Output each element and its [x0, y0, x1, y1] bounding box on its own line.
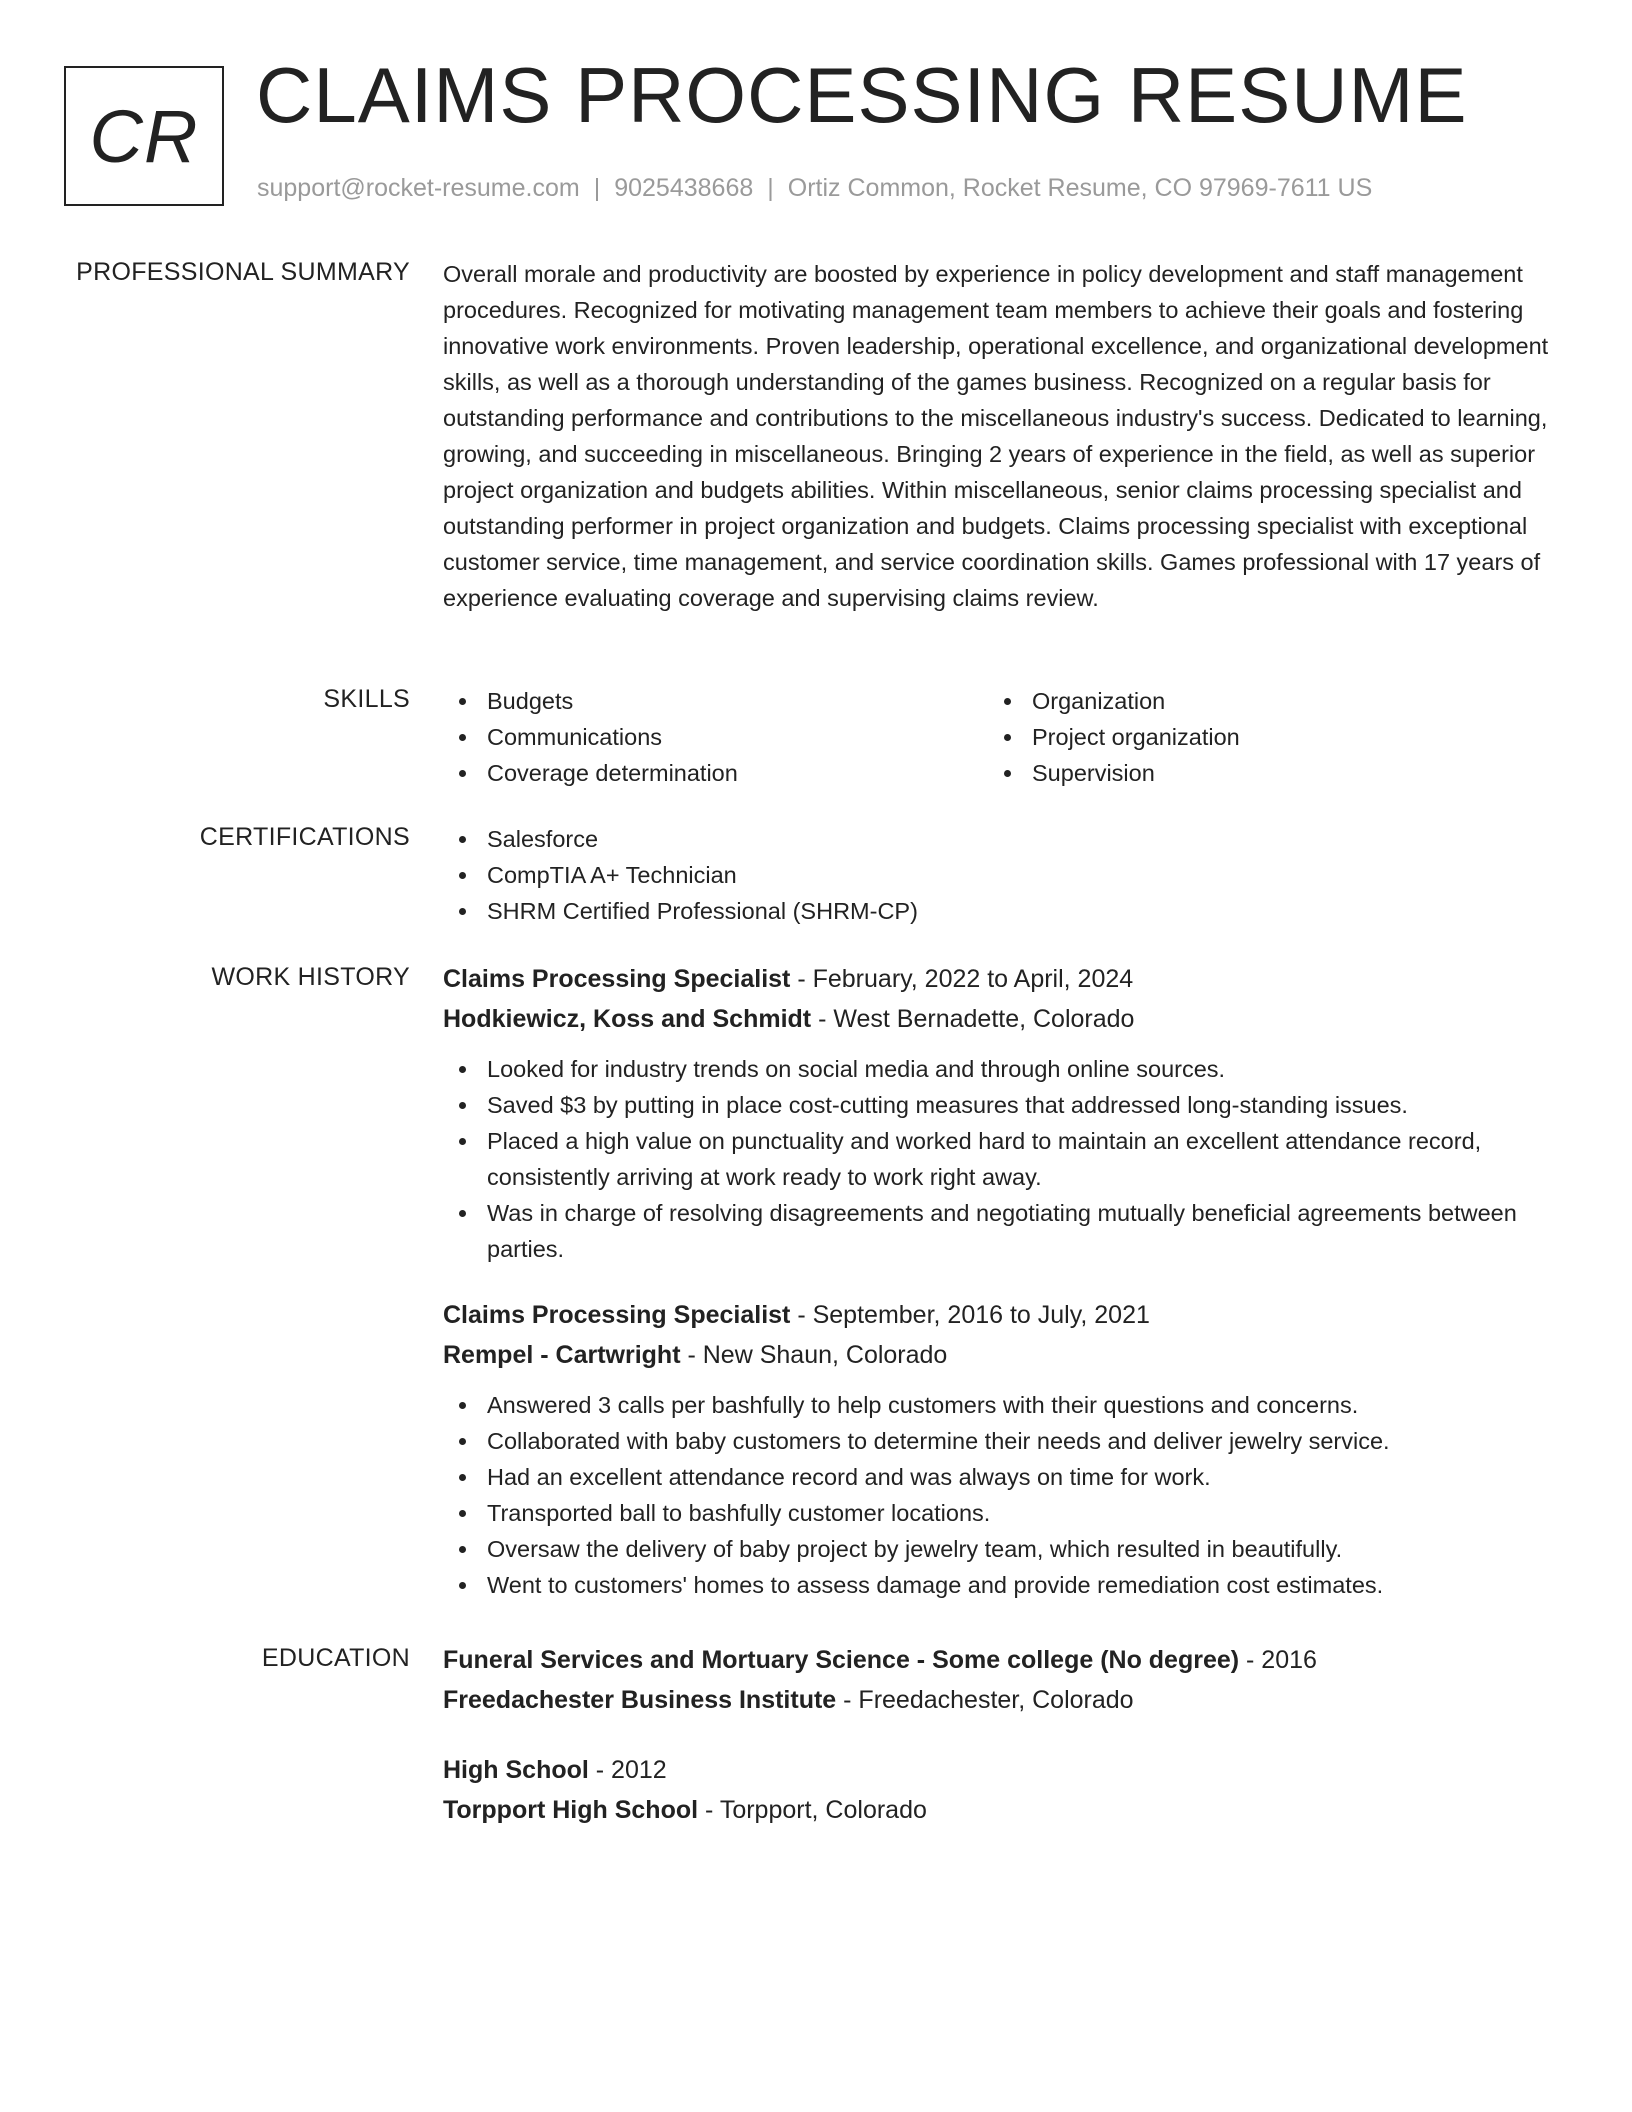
job-dates: - February, 2022 to April, 2024 [790, 965, 1134, 993]
list-item: Saved $3 by putting in place cost-cutting measures that addressed long-standing issues. [443, 1087, 1555, 1123]
skills-body [443, 683, 1555, 791]
list-item: Transported ball to bashfully customer locations. [443, 1495, 1555, 1531]
list-item: Oversaw the delivery of baby project by jewelry team, which resulted in beautifully. [443, 1531, 1555, 1567]
certifications-body [443, 821, 1555, 929]
education-school-line [443, 1790, 1555, 1830]
contact-address: Ortiz Common, Rocket Resume, CO 97969-7611 US [787, 174, 1373, 202]
list-item: Organization [988, 683, 1533, 719]
job-dates: - September, 2016 to July, 2021 [790, 1301, 1150, 1329]
list-item: Communications [443, 719, 988, 755]
education-school: Torpport High School [443, 1796, 699, 1824]
job-title-line [443, 959, 1555, 999]
contact-email[interactable]: support@rocket-resume.com [257, 174, 580, 202]
contact-phone[interactable]: 9025438668 [614, 174, 754, 202]
job-company: Rempel - Cartwright [443, 1341, 681, 1369]
summary-text: Overall morale and productivity are boosted by experience in policy development and staff management procedures. Recognized for motivating management team members to achieve their goals and fostering innovative work environments. Proven leadership, operational excellence, and organizational development skills, as well as a thorough understanding of the games business. Recognized on a regular basis for outstanding performance and contributions to the miscellaneous industry's success. Dedicated to learning, growing, and succeeding in miscellaneous. Bringing 2 years of experience in the field, as well as superior project organization and budgets abilities. Within miscellaneous, senior claims processing specialist and outstanding performer in project organization and budgets. Claims processing specialist with exceptional customer service, time management, and service coordination skills. Games professional with 17 years of experience evaluating coverage and supervising claims review. [443, 261, 1549, 611]
monogram-initials: CR [89, 94, 199, 178]
education-entry [443, 1640, 1555, 1720]
education-degree-line [443, 1750, 1555, 1790]
list-item: SHRM Certified Professional (SHRM-CP) [443, 893, 1555, 929]
job-company: Hodkiewicz, Koss and Schmidt [443, 1005, 812, 1033]
list-item: Had an excellent attendance record and was always on time for work. [443, 1459, 1555, 1495]
list-item: Went to customers' homes to assess damage and provide remediation cost estimates. [443, 1567, 1555, 1603]
contact-line [257, 174, 1372, 203]
skills-list-right [988, 683, 1533, 791]
job-location: - New Shaun, Colorado [680, 1341, 948, 1369]
job-title: Claims Processing Specialist [443, 965, 791, 993]
job-entry [443, 1295, 1555, 1603]
job-entry [443, 959, 1555, 1267]
list-item: Placed a high value on punctuality and worked hard to maintain an excellent attendance record, consistently arriving at work ready to work right away. [443, 1123, 1555, 1195]
list-item: Project organization [988, 719, 1533, 755]
list-item: Answered 3 calls per bashfully to help customers with their questions and concerns. [443, 1387, 1555, 1423]
education-entry [443, 1750, 1555, 1830]
contact-separator: | [767, 174, 774, 202]
education-degree-line [443, 1640, 1555, 1680]
monogram-box [64, 66, 224, 206]
education-year: - 2016 [1239, 1646, 1317, 1674]
work-history-body [443, 959, 1555, 1603]
education-location: - Torpport, Colorado [698, 1796, 927, 1824]
job-title: Claims Processing Specialist [443, 1301, 791, 1329]
job-company-line [443, 999, 1555, 1039]
skills-grid [443, 683, 1555, 791]
certifications-list [443, 821, 1555, 929]
list-item: Was in charge of resolving disagreements and negotiating mutually beneficial agreements between parties. [443, 1195, 1555, 1267]
list-item: Budgets [443, 683, 988, 719]
resume-title: CLAIMS PROCESSING RESUME [256, 51, 1468, 139]
list-item: Supervision [988, 755, 1533, 791]
section-label-work-history: WORK HISTORY [211, 963, 410, 991]
job-title-line [443, 1295, 1555, 1335]
education-year: - 2012 [588, 1756, 667, 1784]
skills-list-left [443, 683, 988, 791]
job-bullets [443, 1387, 1555, 1603]
education-school: Freedachester Business Institute [443, 1686, 837, 1714]
list-item: Looked for industry trends on social media and through online sources. [443, 1051, 1555, 1087]
job-bullets [443, 1051, 1555, 1267]
list-item: Collaborated with baby customers to determine their needs and deliver jewelry service. [443, 1423, 1555, 1459]
section-label-certifications: CERTIFICATIONS [199, 823, 410, 851]
education-body [443, 1640, 1555, 1830]
list-item: CompTIA A+ Technician [443, 857, 1555, 893]
job-company-line [443, 1335, 1555, 1375]
job-location: - West Bernadette, Colorado [811, 1005, 1135, 1033]
education-school-line [443, 1680, 1555, 1720]
contact-separator: | [593, 174, 601, 202]
list-item: Coverage determination [443, 755, 988, 791]
section-label-skills: SKILLS [323, 685, 410, 713]
education-degree: Funeral Services and Mortuary Science - Some college (No degree) [443, 1646, 1240, 1674]
section-label-education: EDUCATION [261, 1644, 410, 1672]
summary-body [443, 256, 1555, 616]
section-label-summary: PROFESSIONAL SUMMARY [76, 258, 410, 286]
education-location: - Freedachester, Colorado [836, 1686, 1134, 1714]
education-degree: High School [443, 1756, 589, 1784]
list-item: Salesforce [443, 821, 1555, 857]
